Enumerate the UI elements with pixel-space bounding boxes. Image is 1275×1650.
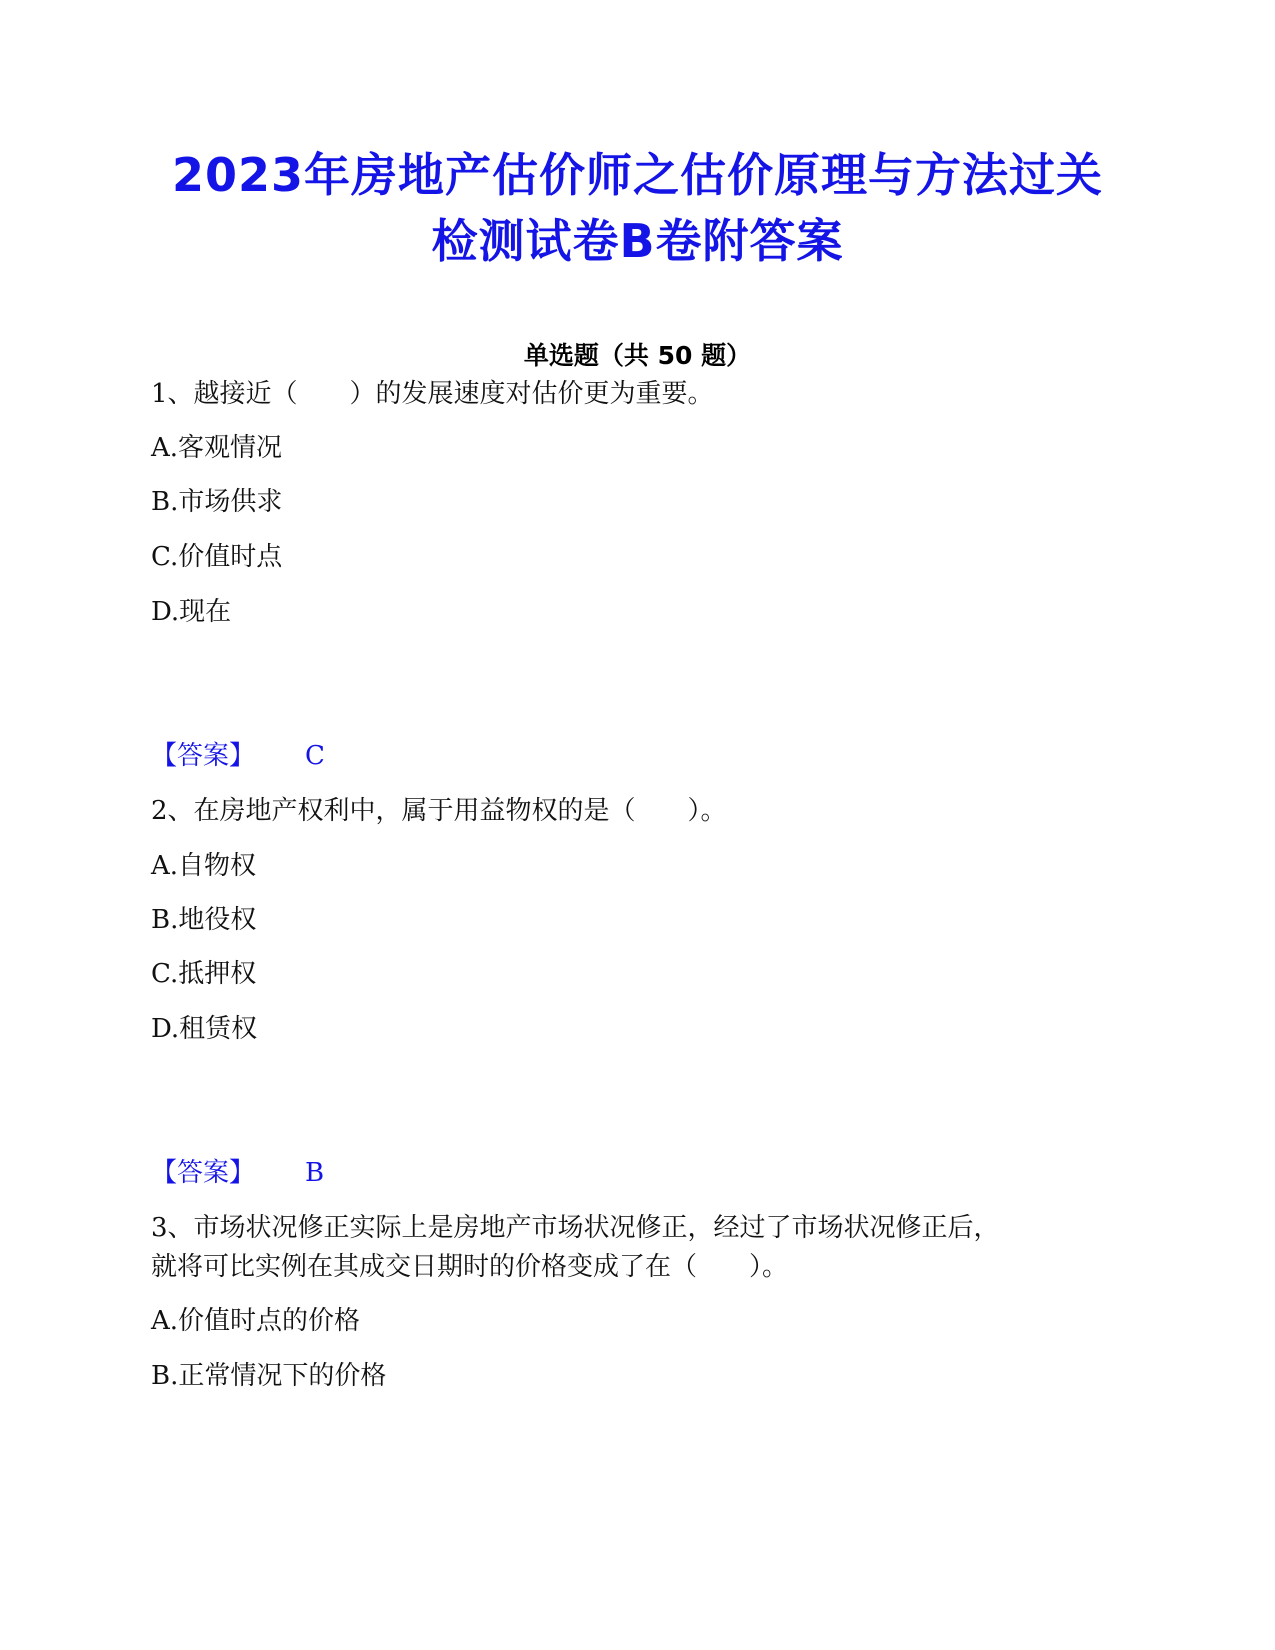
question-2-option-d: D.租赁权	[151, 1014, 258, 1044]
document-title	[0, 142, 1275, 274]
question-2-answer	[151, 1153, 324, 1193]
question-1-stem: 1、越接近（ ）的发展速度对估价更为重要。	[151, 379, 714, 409]
section-heading: 单选题（共 50 题）	[523, 341, 752, 370]
answer-label: 【答案】	[151, 1158, 256, 1188]
question-1-option-d: D.现在	[151, 597, 232, 627]
question-3-stem-line-2: 就将可比实例在其成交日期时的价格变成了在（ ）。	[151, 1252, 789, 1282]
question-3-option-b: B.正常情况下的价格	[151, 1361, 387, 1391]
answer-label: 【答案】	[151, 741, 256, 771]
question-1-option-b: B.市场供求	[151, 487, 283, 517]
question-2-option-a: A.自物权	[151, 851, 257, 881]
question-3-option-a: A.价值时点的价格	[151, 1306, 361, 1336]
question-1-option-c: C.价值时点	[151, 542, 283, 572]
answer-value: C	[305, 741, 325, 771]
question-2-option-c: C.抵押权	[151, 959, 257, 989]
question-3-stem-line-1: 3、市场状况修正实际上是房地产市场状况修正，经过了市场状况修正后，	[151, 1213, 1000, 1243]
title-line-1: 2023年房地产估价师之估价原理与方法过关	[171, 148, 1104, 202]
title-line-2: 检测试卷B卷附答案	[431, 214, 844, 268]
question-1-option-a: A.客观情况	[151, 433, 283, 463]
answer-value: B	[305, 1158, 325, 1188]
question-1-answer	[151, 736, 325, 776]
question-2-stem: 2、在房地产权利中，属于用益物权的是（ ）。	[151, 796, 727, 826]
question-2-option-b: B.地役权	[151, 905, 257, 935]
